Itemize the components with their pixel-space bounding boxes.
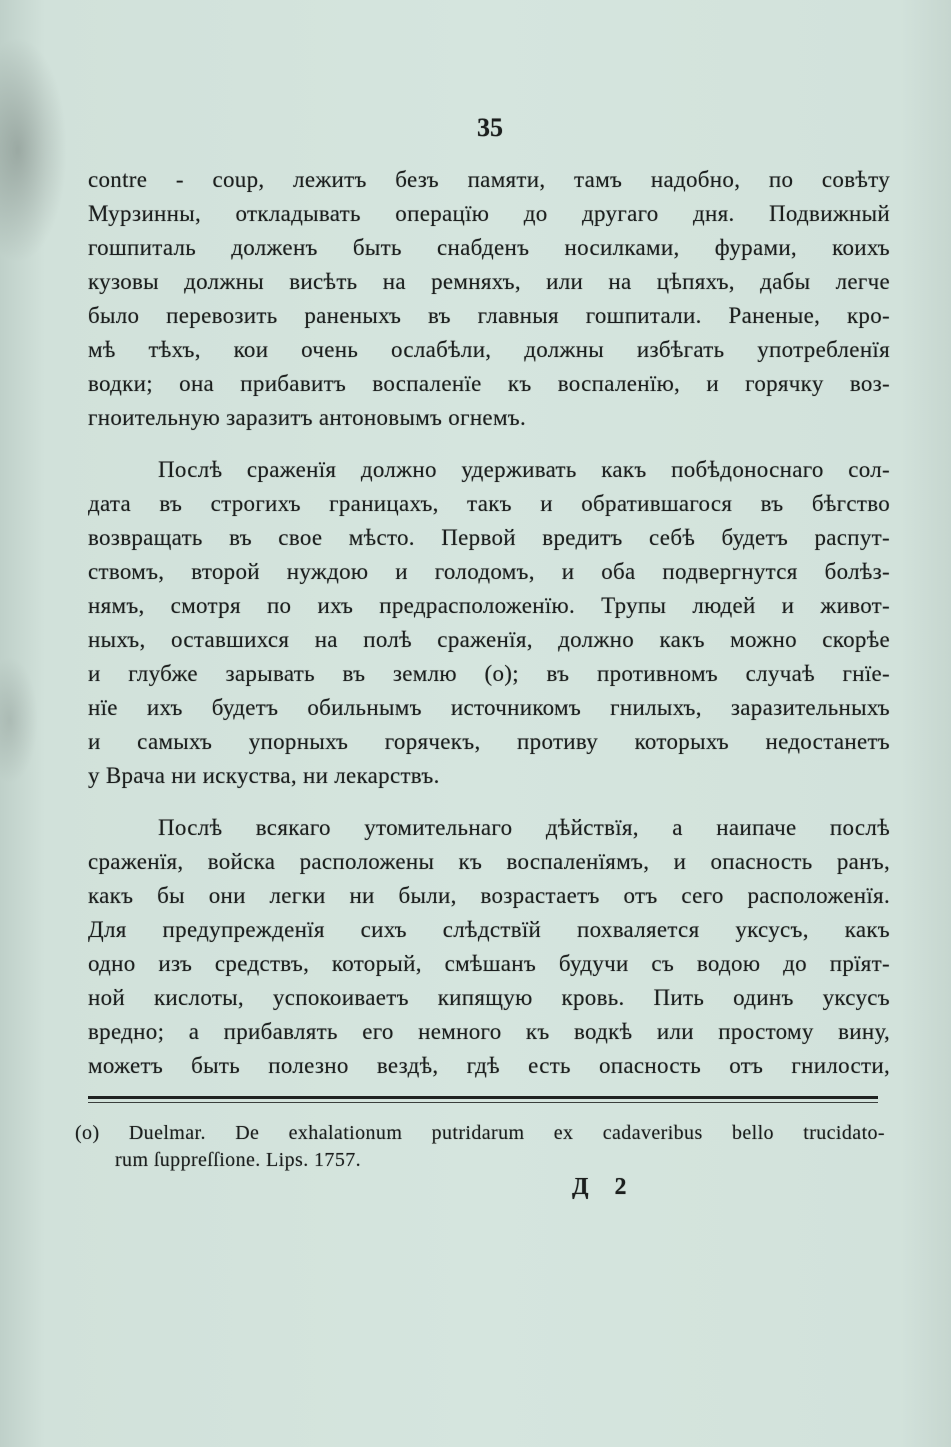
text-line: сраженїя, войска расположены къ воспаленїямъ, и опасность ранъ, (88, 849, 890, 874)
text-line: ной кислоты, успокоиваетъ кипящую кровь. Пить одинъ уксусъ (88, 985, 890, 1010)
text-line: гноительную заразитъ антоновымъ огнемъ. (88, 405, 527, 430)
text-line: и самыхъ упорныхъ горячекъ, противу которыхъ недостанетъ (88, 729, 890, 754)
text-line: нїе ихъ будетъ обильнымъ источникомъ гнилыхъ, заразительныхъ (88, 695, 890, 720)
text-line: дата въ строгихъ границахъ, такъ и обратившагося въ бѣгство (88, 491, 890, 516)
text-line: одно изъ средствъ, который, смѣшанъ будучи съ водою до прїят- (88, 951, 890, 976)
footnote-line: (о) Duelmar. De exhalationum putridarum ex cadaveribus bello trucidato- (75, 1122, 885, 1144)
text-line: ныхъ, оставшихся на полѣ сраженїя, должно какъ можно скорѣе (88, 627, 890, 652)
text-line: кузовы должны висѣть на ремняхъ, или на цѣпяхъ, дабы легче (88, 269, 890, 294)
text-line: мѣ тѣхъ, кои очень ослабѣли, должны избѣгать употребленїя (88, 337, 890, 362)
text-line: Послѣ всякаго утомительнаго дѣйствїя, а наипаче послѣ (158, 815, 890, 840)
text-line: Для предупрежденїя сихъ слѣдствїй похваляется уксусъ, какъ (88, 917, 890, 942)
text-line: у Врача ни искуства, ни лекарствъ. (88, 763, 440, 788)
text-line: Мурзинны, откладывать операцїю до другаго дня. Подвижный (88, 201, 890, 226)
text-line: какъ бы они легки ни были, возрастаетъ отъ сего расположенїя. (88, 883, 890, 908)
text-line: гошпиталь долженъ быть снабденъ носилками, фурами, коихъ (88, 235, 890, 260)
body-text (88, 163, 890, 1101)
signature-mark: Д 2 (572, 1174, 637, 1200)
text-line: contre - coup, лежитъ безъ памяти, тамъ надобно, по совѣту (88, 167, 890, 192)
page-number: 35 (477, 113, 503, 142)
footnote-line: rum ſuppreſſione. Lips. 1757. (115, 1149, 362, 1171)
text-line: возвращать въ свое мѣсто. Первой вредитъ себѣ будетъ распут- (88, 525, 890, 550)
text-line: можетъ быть полезно вездѣ, гдѣ есть опасность отъ гнилости, (88, 1053, 890, 1078)
text-line: нямъ, смотря по ихъ предрасположенїю. Трупы людей и живот- (88, 593, 890, 618)
text-line: ствомъ, второй нуждою и голодомъ, и оба подвергнутся болѣз- (88, 559, 890, 584)
text-line: Послѣ сраженїя должно удерживать какъ побѣдоноснаго сол- (158, 457, 890, 482)
text-line: водки; она прибавитъ воспаленїе къ воспаленїю, и горячку воз- (88, 371, 890, 396)
footnote (75, 1120, 885, 1174)
paragraph (88, 811, 890, 1083)
text-line: и глубже зарывать въ землю (о); въ противномъ случаѣ гнїе- (88, 661, 890, 686)
text-line: было перевозить раненыхъ въ главныя гошпитали. Раненые, кро- (88, 303, 890, 328)
paragraph (88, 453, 890, 793)
paragraph (88, 163, 890, 435)
footnote-rule (88, 1096, 878, 1099)
text-line: вредно; а прибавлять его немного къ водкѣ или простому вину, (88, 1019, 890, 1044)
